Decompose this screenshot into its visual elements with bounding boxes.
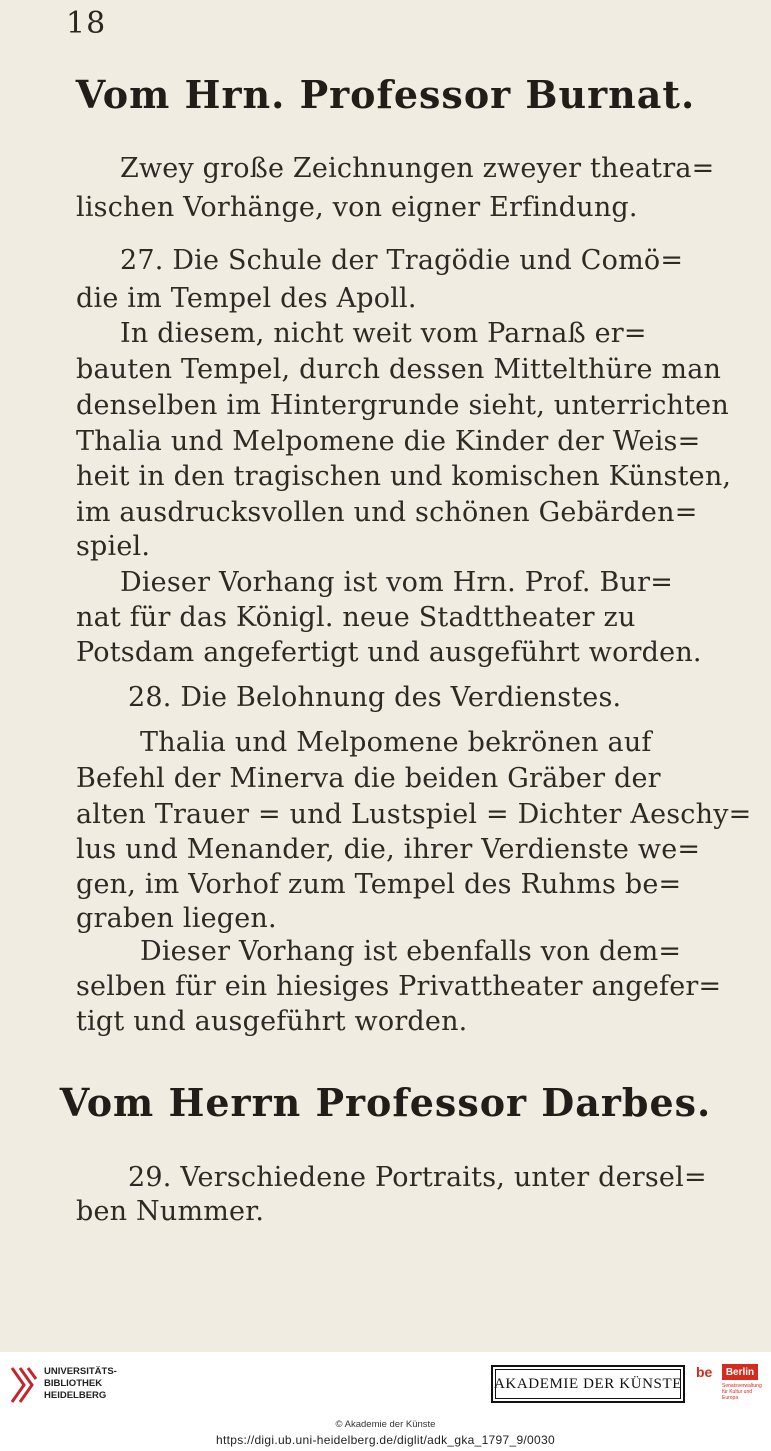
text-line: lus und Menander, die, ihrer Verdienste we= [76,834,701,865]
text-line: graben liegen. [76,903,277,934]
text-line: In diesem, nicht weit vom Parnaß er= [120,318,647,349]
text-line: im ausdrucksvollen und schönen Gebärden= [76,497,698,528]
text-line: Zwey große Zeichnungen zweyer theatra= [120,153,715,184]
text-line: lischen Vorhänge, von eigner Erfindung. [76,192,638,223]
text-line: 27. Die Schule der Tragödie und Comö= [120,245,684,276]
text-line: nat für das Königl. neue Stadttheater zu [76,602,636,633]
viewer-footer [0,1352,771,1451]
section-heading-darbes: Vom Herrn Professor Darbes. [59,1080,712,1125]
text-line: Thalia und Melpomene bekrönen auf [140,727,652,758]
ub-logo-line: HEIDELBERG [44,1390,107,1401]
ub-heidelberg-logo[interactable] [10,1362,130,1410]
text-line: tigt und ausgeführt worden. [76,1006,468,1037]
berlin-senate-logo[interactable] [696,1364,762,1406]
text-line: 29. Verschiedene Portraits, unter dersel= [128,1162,707,1193]
text-line: selben für ein hiesiges Privattheater angefer= [76,971,722,1002]
text-line: Dieser Vorhang ist ebenfalls von dem= [140,936,682,967]
text-line: heit in den tragischen und komischen Künsten, [76,461,732,492]
text-line: Befehl der Minerva die beiden Gräber der [76,763,661,794]
berlin-word: Berlin [722,1364,758,1380]
ub-logo-text [44,1366,117,1402]
copyright-notice: © Akademie der Künste [335,1419,436,1430]
text-line: bauten Tempel, durch dessen Mittelthüre man [76,354,722,385]
text-line: Potsdam angefertigt und ausgeführt worden. [76,637,702,668]
text-line: ben Nummer. [76,1196,265,1227]
source-url-link[interactable]: https://digi.ub.uni-heidelberg.de/diglit/adk_gka_1797_9/0030 [216,1433,555,1447]
text-line: denselben im Hintergrunde sieht, unterrichten [76,390,729,421]
ub-logo-line: UNIVERSITÄTS- [44,1366,117,1377]
text-line: spiel. [76,531,151,562]
text-line: 28. Die Belohnung des Verdienstes. [128,682,622,713]
berlin-subtitle: Senatsverwaltung für Kultur und Europa [722,1383,762,1401]
text-line: die im Tempel des Apoll. [76,283,417,314]
ub-heidelberg-mark-icon [10,1366,38,1404]
text-line: Dieser Vorhang ist vom Hrn. Prof. Bur= [120,567,674,598]
section-heading-burnat: Vom Hrn. Professor Burnat. [75,72,696,117]
text-line: alten Trauer = und Lustspiel = Dichter Aeschy= [76,799,752,830]
text-line: Thalia und Melpomene die Kinder der Weis= [76,426,701,457]
text-line: gen, im Vorhof zum Tempel des Ruhms be= [76,869,682,900]
page-number: 18 [66,6,107,41]
berlin-be-mark: be [696,1364,713,1380]
akademie-der-kuenste-logo[interactable]: AKADEMIE DER KÜNSTE [491,1365,685,1403]
ub-logo-line: BIBLIOTHEK [44,1378,103,1389]
